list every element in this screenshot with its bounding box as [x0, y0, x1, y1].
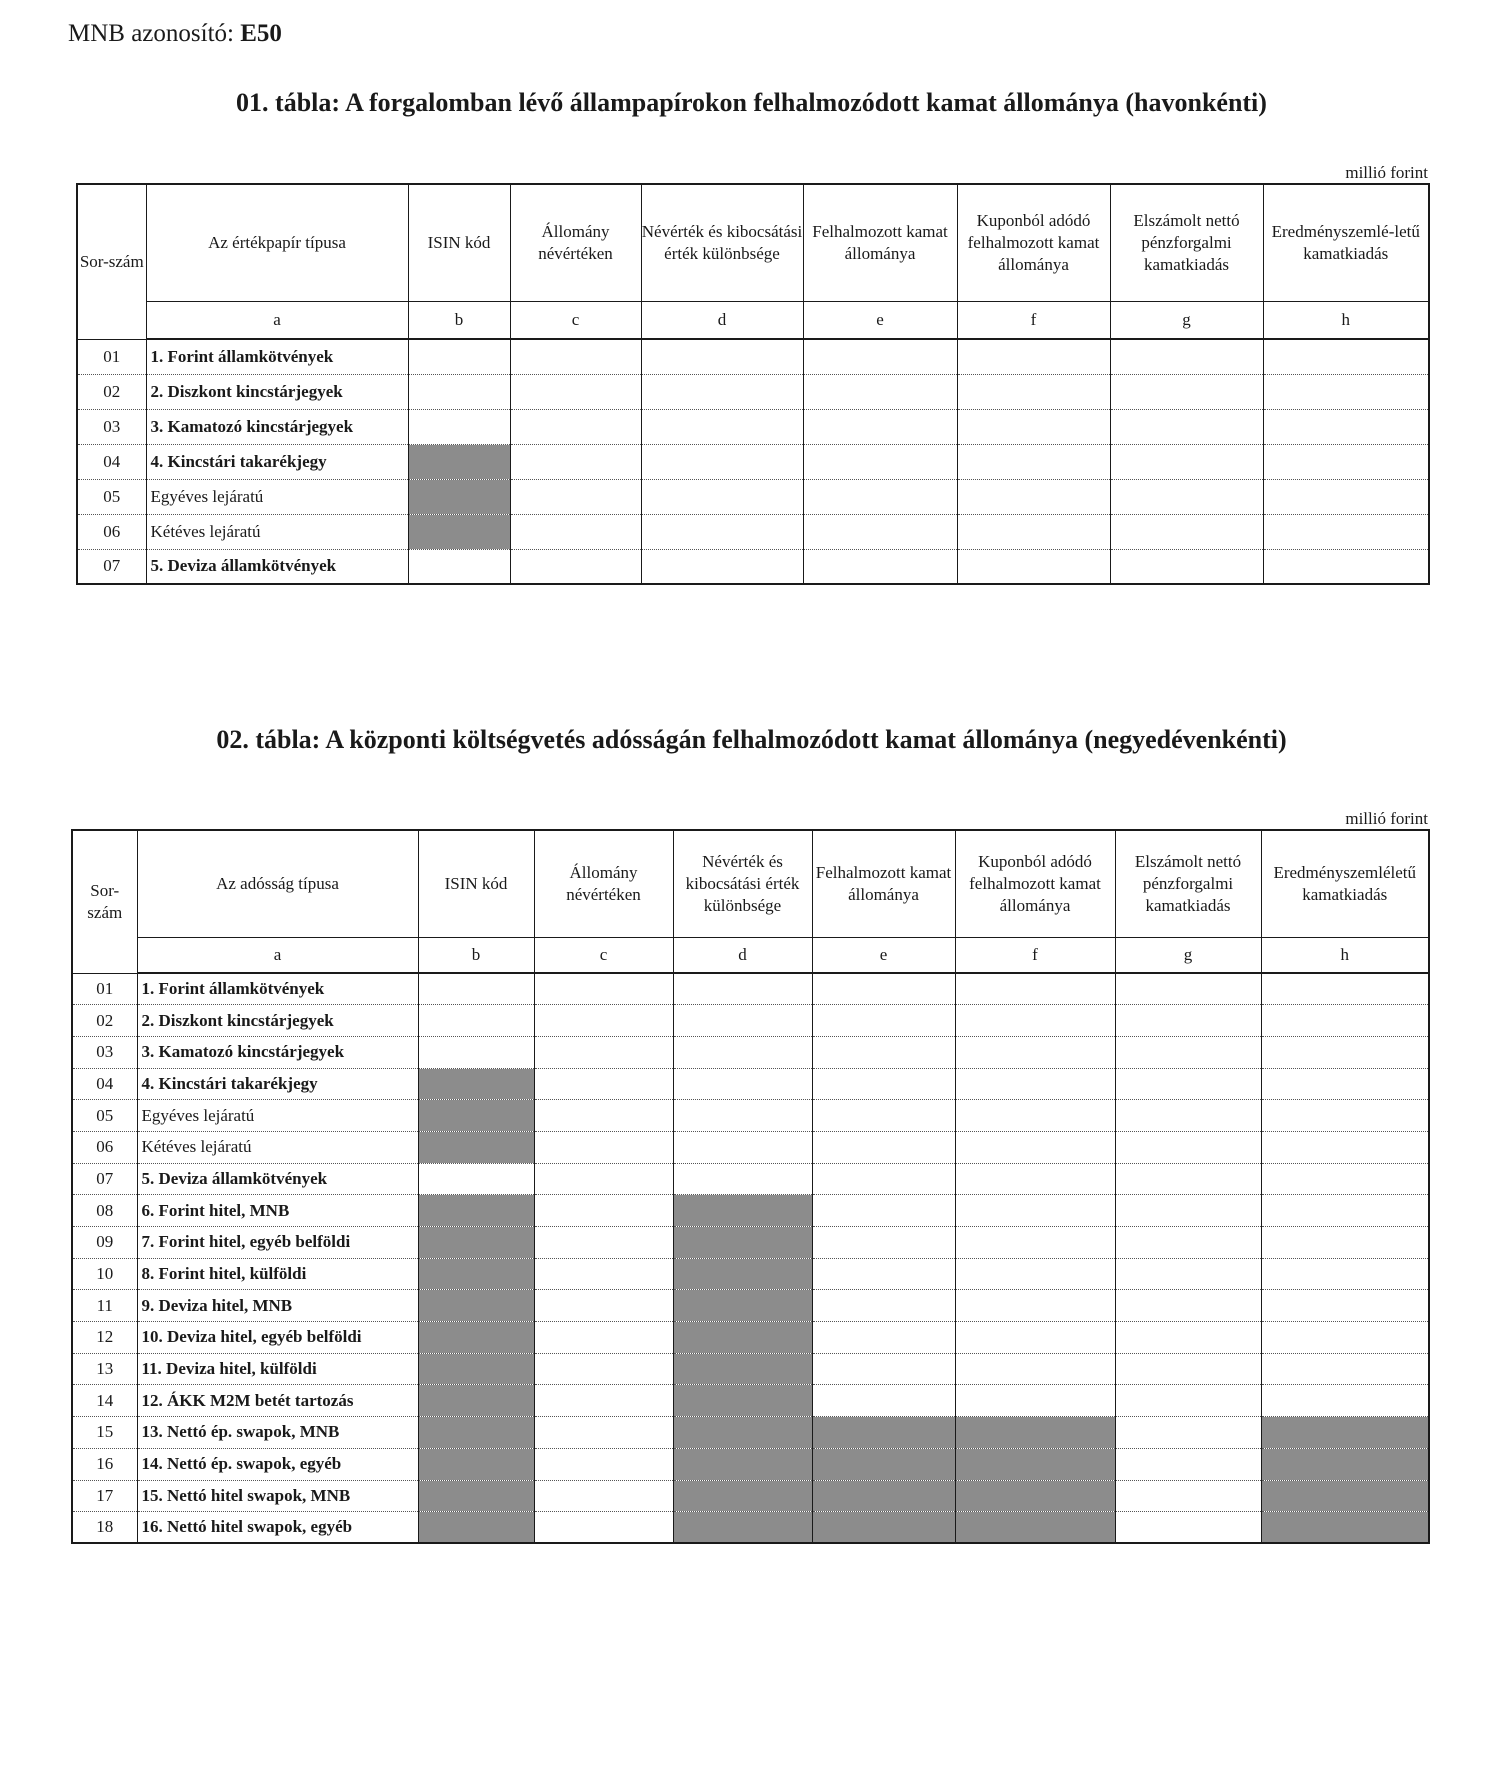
- input-cell-h[interactable]: [1263, 339, 1429, 374]
- table-row: [77, 339, 1429, 374]
- table-row: [72, 1131, 1429, 1163]
- input-cell-d[interactable]: [673, 973, 812, 1005]
- row-label: Kétéves lejáratú: [146, 514, 408, 549]
- input-cell-c[interactable]: [534, 1290, 673, 1322]
- table-row: [72, 1353, 1429, 1385]
- table-row: [77, 374, 1429, 409]
- input-cell-e[interactable]: [812, 1322, 955, 1354]
- input-cell-f[interactable]: [955, 1036, 1115, 1068]
- input-cell-f[interactable]: [955, 1385, 1115, 1417]
- row-label: 4. Kincstári takarékjegy: [146, 444, 408, 479]
- table-row: [77, 444, 1429, 479]
- row-number: 03: [77, 409, 146, 444]
- table1-col-header: Sor-szám: [77, 184, 146, 339]
- input-cell-b[interactable]: [408, 374, 510, 409]
- table-row: [77, 549, 1429, 584]
- input-cell-f[interactable]: [957, 514, 1110, 549]
- input-cell-h[interactable]: [1261, 1258, 1429, 1290]
- shaded-cell-d: [673, 1448, 812, 1480]
- shaded-cell-d: [673, 1290, 812, 1322]
- row-label: 6. Forint hitel, MNB: [137, 1195, 418, 1227]
- input-cell-d[interactable]: [641, 479, 803, 514]
- table2-col-letter: h: [1261, 937, 1429, 973]
- input-cell-c[interactable]: [534, 1100, 673, 1132]
- table2-col-header: ISIN kód: [418, 830, 534, 937]
- table-row: [72, 1448, 1429, 1480]
- shaded-cell-e: [812, 1480, 955, 1512]
- input-cell-h[interactable]: [1261, 1131, 1429, 1163]
- shaded-cell-b: [418, 1227, 534, 1259]
- shaded-cell-b: [408, 444, 510, 479]
- table1-col-letter: d: [641, 301, 803, 339]
- input-cell-e[interactable]: [812, 1353, 955, 1385]
- input-cell-h[interactable]: [1263, 374, 1429, 409]
- row-number: 01: [77, 339, 146, 374]
- input-cell-h[interactable]: [1261, 973, 1429, 1005]
- table1-col-header: Elszámolt nettó pénzforgalmi kamatkiadás: [1110, 184, 1263, 301]
- shaded-cell-b: [418, 1385, 534, 1417]
- input-cell-e[interactable]: [812, 1227, 955, 1259]
- input-cell-h[interactable]: [1263, 409, 1429, 444]
- table2-col-header: Felhalmozott kamat állománya: [812, 830, 955, 937]
- row-number: 02: [77, 374, 146, 409]
- input-cell-g[interactable]: [1110, 514, 1263, 549]
- input-cell-d[interactable]: [673, 1163, 812, 1195]
- table2-col-letter: e: [812, 937, 955, 973]
- table1-col-header: ISIN kód: [408, 184, 510, 301]
- input-cell-c[interactable]: [534, 1195, 673, 1227]
- input-cell-b[interactable]: [418, 973, 534, 1005]
- input-cell-b[interactable]: [418, 1163, 534, 1195]
- input-cell-g[interactable]: [1110, 479, 1263, 514]
- input-cell-c[interactable]: [534, 1163, 673, 1195]
- shaded-cell-b: [418, 1290, 534, 1322]
- row-label: 16. Nettó hitel swapok, egyéb: [137, 1512, 418, 1544]
- input-cell-b[interactable]: [408, 339, 510, 374]
- table-row: [72, 1100, 1429, 1132]
- row-number: 07: [72, 1163, 137, 1195]
- table2-letter-row: [72, 937, 1429, 973]
- input-cell-g[interactable]: [1115, 1227, 1261, 1259]
- shaded-cell-b: [418, 1100, 534, 1132]
- input-cell-h[interactable]: [1261, 1322, 1429, 1354]
- input-cell-h[interactable]: [1261, 1385, 1429, 1417]
- row-number: 05: [77, 479, 146, 514]
- input-cell-c[interactable]: [534, 1258, 673, 1290]
- input-cell-h[interactable]: [1261, 1005, 1429, 1037]
- table2-col-header: Névérték és kibocsátási érték különbsége: [673, 830, 812, 937]
- row-number: 06: [77, 514, 146, 549]
- input-cell-e[interactable]: [812, 1290, 955, 1322]
- input-cell-f[interactable]: [955, 1068, 1115, 1100]
- input-cell-e[interactable]: [812, 1005, 955, 1037]
- input-cell-g[interactable]: [1115, 1512, 1261, 1544]
- row-label: 8. Forint hitel, külföldi: [137, 1258, 418, 1290]
- input-cell-c[interactable]: [510, 339, 641, 374]
- input-cell-g[interactable]: [1115, 1385, 1261, 1417]
- input-cell-c[interactable]: [510, 479, 641, 514]
- row-number: 10: [72, 1258, 137, 1290]
- input-cell-b[interactable]: [418, 1005, 534, 1037]
- table-row: [77, 479, 1429, 514]
- input-cell-g[interactable]: [1110, 444, 1263, 479]
- input-cell-g[interactable]: [1110, 374, 1263, 409]
- input-cell-f[interactable]: [957, 444, 1110, 479]
- table2-body: [72, 973, 1429, 1543]
- input-cell-h[interactable]: [1261, 1195, 1429, 1227]
- input-cell-e[interactable]: [803, 514, 957, 549]
- input-cell-h[interactable]: [1261, 1290, 1429, 1322]
- row-label: 5. Deviza államkötvények: [146, 549, 408, 584]
- input-cell-g[interactable]: [1110, 549, 1263, 584]
- shaded-cell-f: [955, 1512, 1115, 1544]
- input-cell-f[interactable]: [955, 1227, 1115, 1259]
- input-cell-d[interactable]: [641, 549, 803, 584]
- table1-col-letter: e: [803, 301, 957, 339]
- table2-header-row: [72, 830, 1429, 937]
- input-cell-c[interactable]: [534, 973, 673, 1005]
- input-cell-h[interactable]: [1261, 1163, 1429, 1195]
- input-cell-g[interactable]: [1115, 1353, 1261, 1385]
- input-cell-g[interactable]: [1115, 1100, 1261, 1132]
- row-number: 07: [77, 549, 146, 584]
- input-cell-e[interactable]: [803, 339, 957, 374]
- table1-title: 01. tábla: A forgalomban lévő állampapírokon felhalmozódott kamat állománya (havonkénti): [236, 88, 1267, 117]
- row-number: 12: [72, 1322, 137, 1354]
- input-cell-h[interactable]: [1261, 1353, 1429, 1385]
- table-row: [72, 1258, 1429, 1290]
- shaded-cell-e: [812, 1448, 955, 1480]
- table-row: [72, 1068, 1429, 1100]
- input-cell-e[interactable]: [803, 444, 957, 479]
- shaded-cell-b: [418, 1258, 534, 1290]
- input-cell-d[interactable]: [673, 1036, 812, 1068]
- input-cell-g[interactable]: [1115, 1131, 1261, 1163]
- input-cell-c[interactable]: [534, 1322, 673, 1354]
- input-cell-e[interactable]: [803, 549, 957, 584]
- input-cell-f[interactable]: [955, 1258, 1115, 1290]
- row-number: 13: [72, 1353, 137, 1385]
- shaded-cell-f: [955, 1448, 1115, 1480]
- table2-col-letter: c: [534, 937, 673, 973]
- input-cell-e[interactable]: [803, 479, 957, 514]
- table2-col-header: Eredményszemléletű kamatkiadás: [1261, 830, 1429, 937]
- input-cell-d[interactable]: [673, 1100, 812, 1132]
- input-cell-d[interactable]: [641, 444, 803, 479]
- row-label: Egyéves lejáratú: [137, 1100, 418, 1132]
- row-number: 05: [72, 1100, 137, 1132]
- row-label: 3. Kamatozó kincstárjegyek: [137, 1036, 418, 1068]
- table1: [76, 183, 1430, 585]
- row-label: 9. Deviza hitel, MNB: [137, 1290, 418, 1322]
- table2-title: 02. tábla: A központi költségvetés adósságán felhalmozódott kamat állománya (negyedévenkénti): [216, 725, 1287, 754]
- input-cell-g[interactable]: [1115, 1036, 1261, 1068]
- table1-col-letter: b: [408, 301, 510, 339]
- input-cell-e[interactable]: [812, 1385, 955, 1417]
- shaded-cell-h: [1261, 1512, 1429, 1544]
- input-cell-h[interactable]: [1263, 514, 1429, 549]
- table1-letter-row: [77, 301, 1429, 339]
- shaded-cell-b: [418, 1512, 534, 1544]
- input-cell-d[interactable]: [641, 409, 803, 444]
- input-cell-c[interactable]: [510, 514, 641, 549]
- input-cell-e[interactable]: [812, 1036, 955, 1068]
- row-label: Kétéves lejáratú: [137, 1131, 418, 1163]
- table2: [71, 829, 1430, 1544]
- input-cell-c[interactable]: [534, 1131, 673, 1163]
- input-cell-f[interactable]: [955, 1131, 1115, 1163]
- table-row: [72, 1036, 1429, 1068]
- table2-col-header: Sor-szám: [72, 830, 137, 973]
- input-cell-c[interactable]: [534, 1005, 673, 1037]
- row-label: 11. Deviza hitel, külföldi: [137, 1353, 418, 1385]
- input-cell-e[interactable]: [812, 1068, 955, 1100]
- input-cell-f[interactable]: [957, 339, 1110, 374]
- input-cell-c[interactable]: [534, 1068, 673, 1100]
- input-cell-f[interactable]: [955, 1353, 1115, 1385]
- input-cell-g[interactable]: [1115, 1322, 1261, 1354]
- table-row: [72, 1195, 1429, 1227]
- table-row: [72, 1227, 1429, 1259]
- table2-col-letter: b: [418, 937, 534, 973]
- shaded-cell-d: [673, 1417, 812, 1449]
- input-cell-f[interactable]: [955, 1163, 1115, 1195]
- shaded-cell-d: [673, 1385, 812, 1417]
- row-number: 18: [72, 1512, 137, 1544]
- table-row: [72, 973, 1429, 1005]
- shaded-cell-d: [673, 1258, 812, 1290]
- row-number: 01: [72, 973, 137, 1005]
- input-cell-f[interactable]: [957, 409, 1110, 444]
- row-label: 10. Deviza hitel, egyéb belföldi: [137, 1322, 418, 1354]
- table2-col-header: Elszámolt nettó pénzforgalmi kamatkiadás: [1115, 830, 1261, 937]
- input-cell-h[interactable]: [1261, 1036, 1429, 1068]
- table2-col-letter: g: [1115, 937, 1261, 973]
- table-row: [72, 1290, 1429, 1322]
- table-row: [72, 1385, 1429, 1417]
- input-cell-c[interactable]: [510, 374, 641, 409]
- table2-col-header: Az adósság típusa: [137, 830, 418, 937]
- table1-col-header: Az értékpapír típusa: [146, 184, 408, 301]
- input-cell-e[interactable]: [812, 1131, 955, 1163]
- shaded-cell-b: [418, 1353, 534, 1385]
- input-cell-h[interactable]: [1263, 549, 1429, 584]
- table1-col-header: Kuponból adódó felhalmozott kamat állománya: [957, 184, 1110, 301]
- input-cell-h[interactable]: [1263, 444, 1429, 479]
- table1-col-header: Eredményszemlé-letű kamatkiadás: [1263, 184, 1429, 301]
- input-cell-h[interactable]: [1261, 1227, 1429, 1259]
- input-cell-g[interactable]: [1115, 973, 1261, 1005]
- shaded-cell-d: [673, 1512, 812, 1544]
- table1-col-letter: f: [957, 301, 1110, 339]
- input-cell-d[interactable]: [673, 1005, 812, 1037]
- input-cell-c[interactable]: [534, 1353, 673, 1385]
- row-number: 06: [72, 1131, 137, 1163]
- shaded-cell-f: [955, 1480, 1115, 1512]
- input-cell-g[interactable]: [1115, 1258, 1261, 1290]
- input-cell-c[interactable]: [510, 409, 641, 444]
- table-row: [72, 1005, 1429, 1037]
- row-number: 15: [72, 1417, 137, 1449]
- table2-col-header: Kuponból adódó felhalmozott kamat állománya: [955, 830, 1115, 937]
- shaded-cell-b: [408, 514, 510, 549]
- input-cell-b[interactable]: [418, 1036, 534, 1068]
- input-cell-d[interactable]: [641, 339, 803, 374]
- input-cell-g[interactable]: [1115, 1290, 1261, 1322]
- table1-col-letter: h: [1263, 301, 1429, 339]
- input-cell-c[interactable]: [534, 1385, 673, 1417]
- row-label: 2. Diszkont kincstárjegyek: [137, 1005, 418, 1037]
- input-cell-c[interactable]: [534, 1036, 673, 1068]
- input-cell-c[interactable]: [534, 1417, 673, 1449]
- row-number: 08: [72, 1195, 137, 1227]
- table-row: [72, 1417, 1429, 1449]
- input-cell-g[interactable]: [1115, 1163, 1261, 1195]
- input-cell-f[interactable]: [955, 1322, 1115, 1354]
- input-cell-g[interactable]: [1115, 1480, 1261, 1512]
- table1-col-header: Állomány névértéken: [510, 184, 641, 301]
- input-cell-f[interactable]: [955, 1290, 1115, 1322]
- input-cell-f[interactable]: [957, 549, 1110, 584]
- row-label: 3. Kamatozó kincstárjegyek: [146, 409, 408, 444]
- row-label: 1. Forint államkötvények: [146, 339, 408, 374]
- row-number: 02: [72, 1005, 137, 1037]
- shaded-cell-b: [418, 1417, 534, 1449]
- table1-unit: millió forint: [1345, 163, 1428, 182]
- table1-col-letter: g: [1110, 301, 1263, 339]
- input-cell-g[interactable]: [1110, 409, 1263, 444]
- row-label: 2. Diszkont kincstárjegyek: [146, 374, 408, 409]
- table-row: [77, 514, 1429, 549]
- table-row: [72, 1322, 1429, 1354]
- shaded-cell-d: [673, 1195, 812, 1227]
- shaded-cell-h: [1261, 1417, 1429, 1449]
- table1-body: [77, 339, 1429, 584]
- shaded-cell-h: [1261, 1448, 1429, 1480]
- input-cell-f[interactable]: [957, 374, 1110, 409]
- input-cell-f[interactable]: [957, 479, 1110, 514]
- shaded-cell-d: [673, 1353, 812, 1385]
- form-identifier-prefix: MNB azonosító:: [68, 20, 234, 47]
- row-label: 4. Kincstári takarékjegy: [137, 1068, 418, 1100]
- input-cell-g[interactable]: [1115, 1448, 1261, 1480]
- input-cell-c[interactable]: [534, 1480, 673, 1512]
- table1-col-header: Felhalmozott kamat állománya: [803, 184, 957, 301]
- input-cell-h[interactable]: [1261, 1068, 1429, 1100]
- table2-col-letter: f: [955, 937, 1115, 973]
- row-label: 7. Forint hitel, egyéb belföldi: [137, 1227, 418, 1259]
- input-cell-g[interactable]: [1115, 1068, 1261, 1100]
- row-label: 5. Deviza államkötvények: [137, 1163, 418, 1195]
- shaded-cell-b: [418, 1195, 534, 1227]
- input-cell-c[interactable]: [510, 549, 641, 584]
- input-cell-d[interactable]: [673, 1068, 812, 1100]
- input-cell-f[interactable]: [955, 1195, 1115, 1227]
- row-label: 1. Forint államkötvények: [137, 973, 418, 1005]
- row-number: 16: [72, 1448, 137, 1480]
- input-cell-e[interactable]: [812, 1195, 955, 1227]
- table1-col-letter: c: [510, 301, 641, 339]
- table2-col-letter: d: [673, 937, 812, 973]
- table2-unit: millió forint: [1345, 809, 1428, 828]
- table2-col-letter: a: [137, 937, 418, 973]
- shaded-cell-e: [812, 1417, 955, 1449]
- row-label: 15. Nettó hitel swapok, MNB: [137, 1480, 418, 1512]
- shaded-cell-b: [418, 1131, 534, 1163]
- shaded-cell-e: [812, 1512, 955, 1544]
- table-row: [72, 1163, 1429, 1195]
- input-cell-e[interactable]: [812, 1163, 955, 1195]
- input-cell-e[interactable]: [803, 409, 957, 444]
- input-cell-b[interactable]: [408, 549, 510, 584]
- table1-col-letter: a: [146, 301, 408, 339]
- row-number: 04: [72, 1068, 137, 1100]
- row-label: Egyéves lejáratú: [146, 479, 408, 514]
- input-cell-f[interactable]: [955, 1005, 1115, 1037]
- shaded-cell-b: [408, 479, 510, 514]
- shaded-cell-b: [418, 1068, 534, 1100]
- row-number: 14: [72, 1385, 137, 1417]
- row-label: 14. Nettó ép. swapok, egyéb: [137, 1448, 418, 1480]
- row-number: 09: [72, 1227, 137, 1259]
- input-cell-h[interactable]: [1261, 1100, 1429, 1132]
- row-number: 04: [77, 444, 146, 479]
- table-row: [72, 1512, 1429, 1544]
- input-cell-d[interactable]: [673, 1131, 812, 1163]
- shaded-cell-b: [418, 1448, 534, 1480]
- input-cell-d[interactable]: [641, 514, 803, 549]
- shaded-cell-d: [673, 1227, 812, 1259]
- form-identifier-code: E50: [240, 20, 282, 47]
- input-cell-e[interactable]: [803, 374, 957, 409]
- input-cell-c[interactable]: [534, 1227, 673, 1259]
- input-cell-f[interactable]: [955, 973, 1115, 1005]
- input-cell-h[interactable]: [1263, 479, 1429, 514]
- row-number: 11: [72, 1290, 137, 1322]
- shaded-cell-b: [418, 1480, 534, 1512]
- table1-col-header: Névérték és kibocsátási érték különbsége: [641, 184, 803, 301]
- input-cell-g[interactable]: [1110, 339, 1263, 374]
- row-label: 13. Nettó ép. swapok, MNB: [137, 1417, 418, 1449]
- input-cell-e[interactable]: [812, 973, 955, 1005]
- input-cell-e[interactable]: [812, 1100, 955, 1132]
- input-cell-c[interactable]: [534, 1512, 673, 1544]
- table-row: [72, 1480, 1429, 1512]
- row-number: 03: [72, 1036, 137, 1068]
- shaded-cell-d: [673, 1480, 812, 1512]
- input-cell-b[interactable]: [408, 409, 510, 444]
- input-cell-d[interactable]: [641, 374, 803, 409]
- form-identifier: [68, 20, 282, 48]
- shaded-cell-b: [418, 1322, 534, 1354]
- input-cell-g[interactable]: [1115, 1005, 1261, 1037]
- table1-header-row: [77, 184, 1429, 301]
- input-cell-f[interactable]: [955, 1100, 1115, 1132]
- shaded-cell-f: [955, 1417, 1115, 1449]
- table-row: [77, 409, 1429, 444]
- input-cell-c[interactable]: [534, 1448, 673, 1480]
- input-cell-c[interactable]: [510, 444, 641, 479]
- input-cell-g[interactable]: [1115, 1417, 1261, 1449]
- row-number: 17: [72, 1480, 137, 1512]
- shaded-cell-h: [1261, 1480, 1429, 1512]
- input-cell-e[interactable]: [812, 1258, 955, 1290]
- shaded-cell-d: [673, 1322, 812, 1354]
- table2-col-header: Állomány névértéken: [534, 830, 673, 937]
- input-cell-g[interactable]: [1115, 1195, 1261, 1227]
- row-label: 12. ÁKK M2M betét tartozás: [137, 1385, 418, 1417]
